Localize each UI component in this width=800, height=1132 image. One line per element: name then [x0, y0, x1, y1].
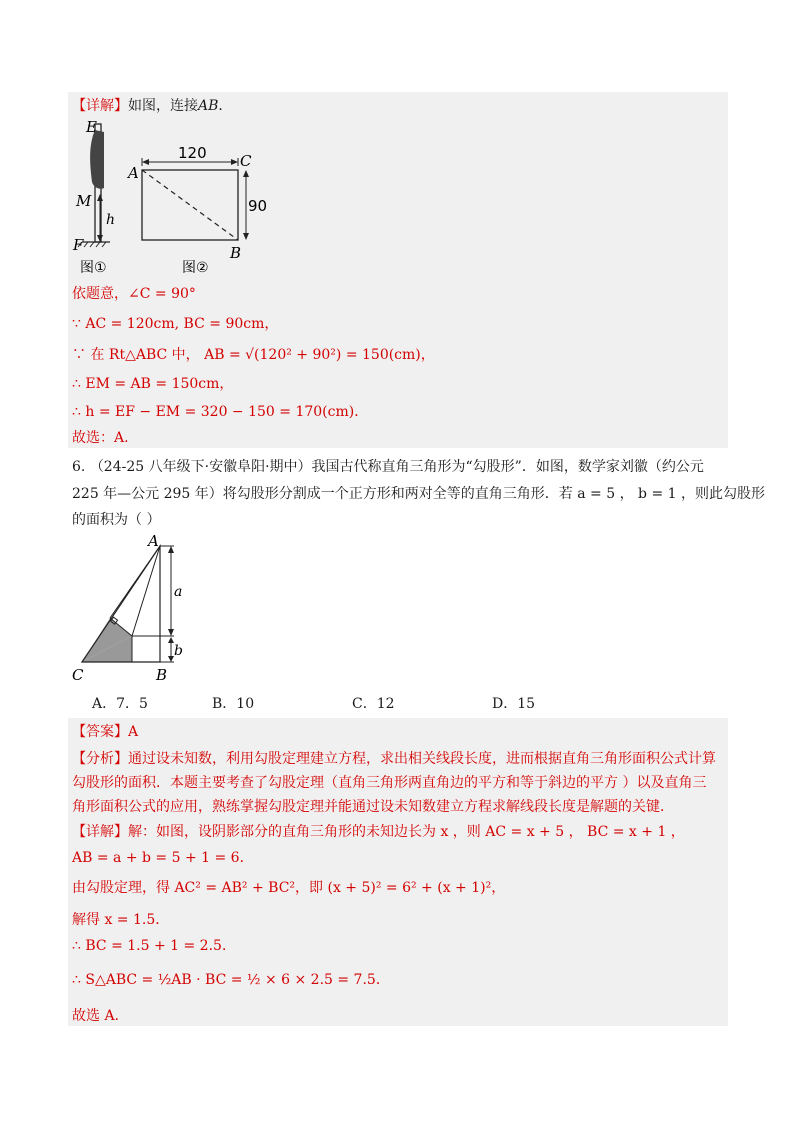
- label-seg-b: b: [174, 643, 183, 659]
- option-b: B．10: [212, 696, 255, 712]
- caption-2: 图②: [182, 260, 209, 276]
- question-number: 6.: [72, 459, 86, 475]
- detail2-line-5: ∴ BC = 1.5 + 1 = 2.5．: [72, 938, 236, 954]
- solution-line-3: ∵ 在 Rt△ABC 中， AB = √(120² + 90²) = 150(cm)，: [72, 347, 435, 363]
- diagonal-ab: [142, 170, 238, 240]
- detail2-line-1: [72, 822, 685, 842]
- figure-1: [70, 116, 280, 278]
- option-c: C．12: [352, 696, 395, 712]
- question-text-1: （24-25 八年级下·安徽阜阳·期中）我国古代称直角三角形为“勾股形”．如图，数学家刘徽（约公元: [89, 459, 704, 475]
- analysis-line-2: 勾股形的面积．本题主要考查了勾股定理（直角三角形两直角边的平方和等于斜边的平方 ）以及直角三: [72, 775, 707, 791]
- label-c: C: [240, 152, 252, 170]
- analysis-line-1: [72, 749, 716, 769]
- figure-2: [68, 534, 198, 686]
- label-120: 120: [178, 144, 207, 162]
- analysis-tag: 【分析】: [72, 751, 128, 767]
- detail2-line-7: 故选 A.: [72, 1008, 120, 1024]
- solution-line-5: ∴ h = EF − EM = 320 − 150 = 170(cm)．: [72, 404, 369, 420]
- answer-value: A: [128, 724, 139, 740]
- answer-line: [72, 722, 138, 742]
- caption-1: 图①: [80, 260, 107, 276]
- detail2-line-6: ∴ S△ABC = ½AB · BC = ½ × 6 × 2.5 = 7.5．: [72, 972, 390, 988]
- flag: [90, 130, 104, 189]
- detail2-tag: 【详解】: [72, 824, 128, 840]
- label-90: 90: [248, 197, 268, 215]
- solution-line-6: 故选：A.: [72, 430, 129, 446]
- detail-intro-var: AB: [198, 98, 219, 114]
- analysis-text-1: 通过设未知数，利用勾股定理建立方程，求出相关线段长度，进而根据直角三角形面积公式计算: [128, 751, 716, 767]
- analysis-line-3: 角形面积公式的应用，熟练掌握勾股定理并能通过设未知数建立方程求解线段长度是解题的关键．: [72, 799, 674, 815]
- detail-intro-text: 如图，连接: [128, 98, 198, 114]
- detail-intro-end: ．: [218, 98, 233, 114]
- solution-line-2: ∵ AC = 120cm, BC = 90cm，: [72, 316, 279, 332]
- label-m: M: [76, 192, 92, 210]
- question-line-3: 的面积为（ ）: [72, 512, 161, 528]
- answer-tag: 【答案】: [72, 724, 128, 740]
- detail2-text-1: 解：如图，设阴影部分的直角三角形的未知边长为 x ，则 AC = x + 5 ， BC = x + 1 ，: [128, 824, 685, 840]
- detail2-line-2: AB = a + b = 5 + 1 = 6．: [72, 850, 254, 866]
- label-h: h: [106, 212, 116, 228]
- label-vertex-a: A: [148, 534, 159, 550]
- label-vertex-b: B: [156, 666, 168, 684]
- detail-intro: [72, 96, 232, 116]
- option-a: A．7．5: [92, 696, 148, 712]
- label-f: F: [73, 236, 84, 254]
- label-vertex-c: C: [72, 666, 84, 684]
- solution-line-4: ∴ EM = AB = 150cm，: [72, 376, 234, 392]
- option-d: D．15: [492, 696, 536, 712]
- detail-tag: 【详解】: [72, 98, 128, 114]
- solution-line-1: 依题意，∠C = 90°: [72, 286, 196, 302]
- label-a: A: [128, 164, 139, 182]
- detail2-line-4: 解得 x = 1.5．: [72, 912, 170, 928]
- label-b: B: [230, 244, 242, 262]
- detail2-line-3: 由勾股定理，得 AC² = AB² + BC²，即 (x + 5)² = 6² + (x + 1)²，: [72, 880, 506, 896]
- question-line-2: 225 年—公元 295 年）将勾股形分割成一个正方形和两对全等的直角三角形．若 a = 5 ， b = 1 ，则此勾股形: [72, 486, 765, 502]
- label-e: E: [86, 118, 97, 136]
- label-seg-a: a: [174, 584, 183, 600]
- question-line-1: [72, 457, 704, 477]
